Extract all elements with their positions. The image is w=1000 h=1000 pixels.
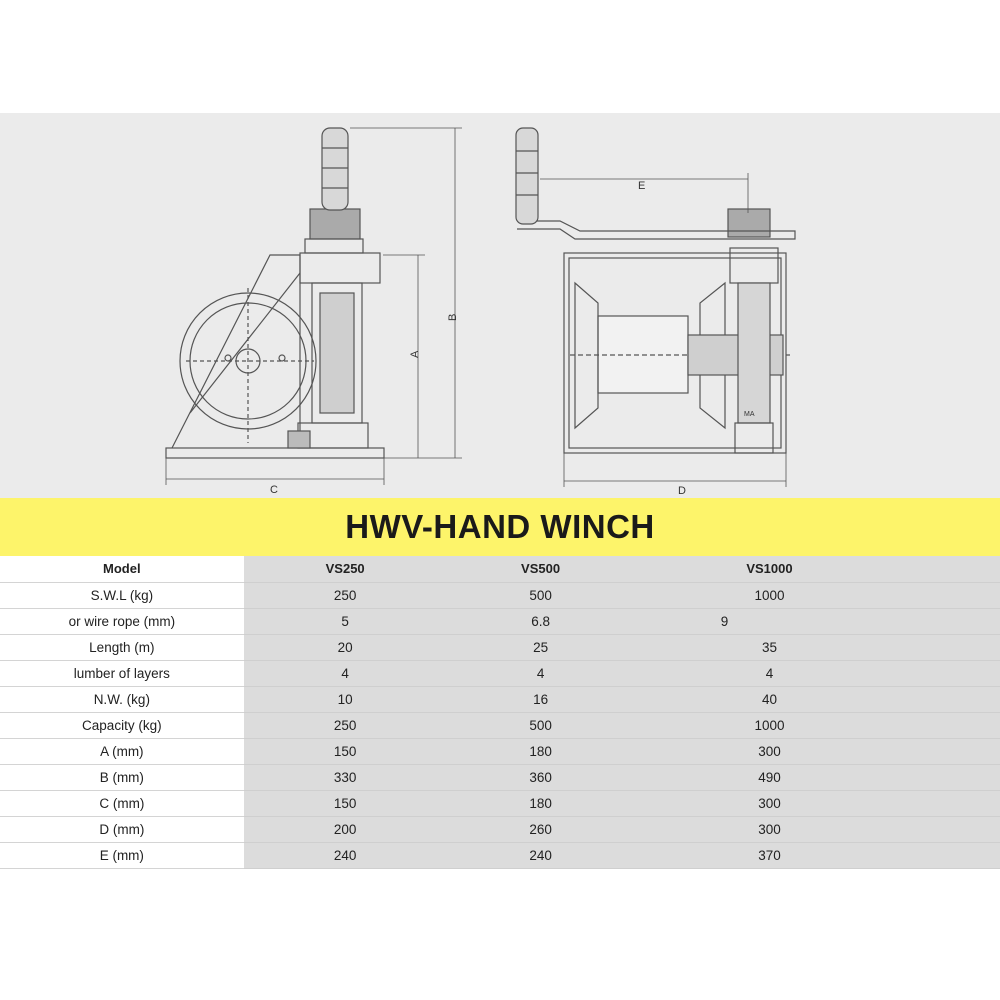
row-value-1: 20 xyxy=(244,634,447,660)
row-value-2: 6.8 xyxy=(447,608,635,634)
row-value-2: 360 xyxy=(447,764,635,790)
table-row xyxy=(0,790,1000,816)
front-handle-grip xyxy=(516,128,538,224)
table-row xyxy=(0,764,1000,790)
table-row xyxy=(0,738,1000,764)
dim-a-label: A xyxy=(409,350,421,358)
row-value-3-text: 1000 xyxy=(754,717,785,733)
side-housing-top xyxy=(300,253,380,283)
row-value-1: 200 xyxy=(244,816,447,842)
dim-c-label: C xyxy=(270,484,278,496)
row-value-3-text: 1000 xyxy=(754,587,785,603)
row-value-1: 150 xyxy=(244,790,447,816)
table-row xyxy=(0,842,1000,868)
table-row xyxy=(0,712,1000,738)
row-value-3 xyxy=(634,608,1000,634)
side-housing-shaft xyxy=(320,293,354,413)
row-value-3 xyxy=(634,842,1000,868)
row-value-1: 240 xyxy=(244,842,447,868)
row-value-2: 180 xyxy=(447,738,635,764)
row-label: A (mm) xyxy=(0,738,244,764)
row-value-3-text: 40 xyxy=(761,691,777,707)
winch-side-view xyxy=(166,128,462,485)
page-title: HWV-HAND WINCH xyxy=(345,508,655,545)
row-value-2: 16 xyxy=(447,686,635,712)
row-label: lumber of layers xyxy=(0,660,244,686)
dim-d-label: D xyxy=(678,485,686,497)
header-model: Model xyxy=(0,556,244,582)
row-value-3 xyxy=(634,582,1000,608)
row-value-3-text: 300 xyxy=(758,821,781,837)
row-value-2: 500 xyxy=(447,712,635,738)
table-row xyxy=(0,816,1000,842)
spec-table xyxy=(0,556,1000,869)
row-value-2: 500 xyxy=(447,582,635,608)
row-value-1: 10 xyxy=(244,686,447,712)
table-row xyxy=(0,634,1000,660)
table-header-row xyxy=(0,556,1000,582)
row-value-3 xyxy=(634,712,1000,738)
row-value-1: 330 xyxy=(244,764,447,790)
row-value-3-text: 4 xyxy=(765,665,774,681)
row-label: or wire rope (mm) xyxy=(0,608,244,634)
row-value-3 xyxy=(634,660,1000,686)
row-value-3 xyxy=(634,790,1000,816)
row-label: C (mm) xyxy=(0,790,244,816)
side-handle-crank xyxy=(310,209,360,239)
column-marking: MA xyxy=(744,411,755,418)
row-value-3-text: 370 xyxy=(758,847,781,863)
row-value-1: 5 xyxy=(244,608,447,634)
side-base-plate xyxy=(166,448,384,458)
table-row xyxy=(0,660,1000,686)
row-value-1: 250 xyxy=(244,582,447,608)
row-value-3 xyxy=(634,634,1000,660)
row-value-3-text: 9 xyxy=(720,613,729,629)
dim-b-label: B xyxy=(447,313,459,321)
side-drum-bolt xyxy=(225,355,231,361)
winch-front-view xyxy=(516,128,795,487)
table-row xyxy=(0,686,1000,712)
row-label: N.W. (kg) xyxy=(0,686,244,712)
row-value-2: 4 xyxy=(447,660,635,686)
row-label: Length (m) xyxy=(0,634,244,660)
row-label: D (mm) xyxy=(0,816,244,842)
row-label: E (mm) xyxy=(0,842,244,868)
row-value-2: 240 xyxy=(447,842,635,868)
row-value-3-text: 300 xyxy=(758,795,781,811)
spec-table-body xyxy=(0,556,1000,868)
table-row xyxy=(0,608,1000,634)
row-label: B (mm) xyxy=(0,764,244,790)
row-value-1: 150 xyxy=(244,738,447,764)
row-label: Capacity (kg) xyxy=(0,712,244,738)
row-value-2: 25 xyxy=(447,634,635,660)
row-value-3 xyxy=(634,738,1000,764)
row-value-3-text: 300 xyxy=(758,743,781,759)
front-gear-cap xyxy=(728,209,770,237)
row-label: S.W.L (kg) xyxy=(0,582,244,608)
side-drum-bolt xyxy=(279,355,285,361)
side-handle-grip xyxy=(322,128,348,210)
header-vs1000-text: VS1000 xyxy=(746,561,793,577)
row-value-3 xyxy=(634,816,1000,842)
header-vs500: VS500 xyxy=(447,556,635,582)
technical-drawing xyxy=(0,113,1000,498)
row-value-2: 260 xyxy=(447,816,635,842)
winch-drawings-svg xyxy=(0,113,1000,498)
title-bar xyxy=(0,498,1000,556)
row-value-3 xyxy=(634,686,1000,712)
side-handle-hub xyxy=(305,239,363,253)
side-frame-brace xyxy=(190,273,300,413)
side-pawl xyxy=(288,431,310,448)
front-housing-column xyxy=(738,283,770,423)
row-value-1: 250 xyxy=(244,712,447,738)
dim-e-label: E xyxy=(638,180,646,192)
row-value-1: 4 xyxy=(244,660,447,686)
row-value-2: 180 xyxy=(447,790,635,816)
row-value-3-text: 490 xyxy=(758,769,781,785)
header-vs250: VS250 xyxy=(244,556,447,582)
header-vs1000 xyxy=(634,556,1000,582)
row-value-3-text: 35 xyxy=(761,639,777,655)
row-value-3 xyxy=(634,764,1000,790)
table-row xyxy=(0,582,1000,608)
